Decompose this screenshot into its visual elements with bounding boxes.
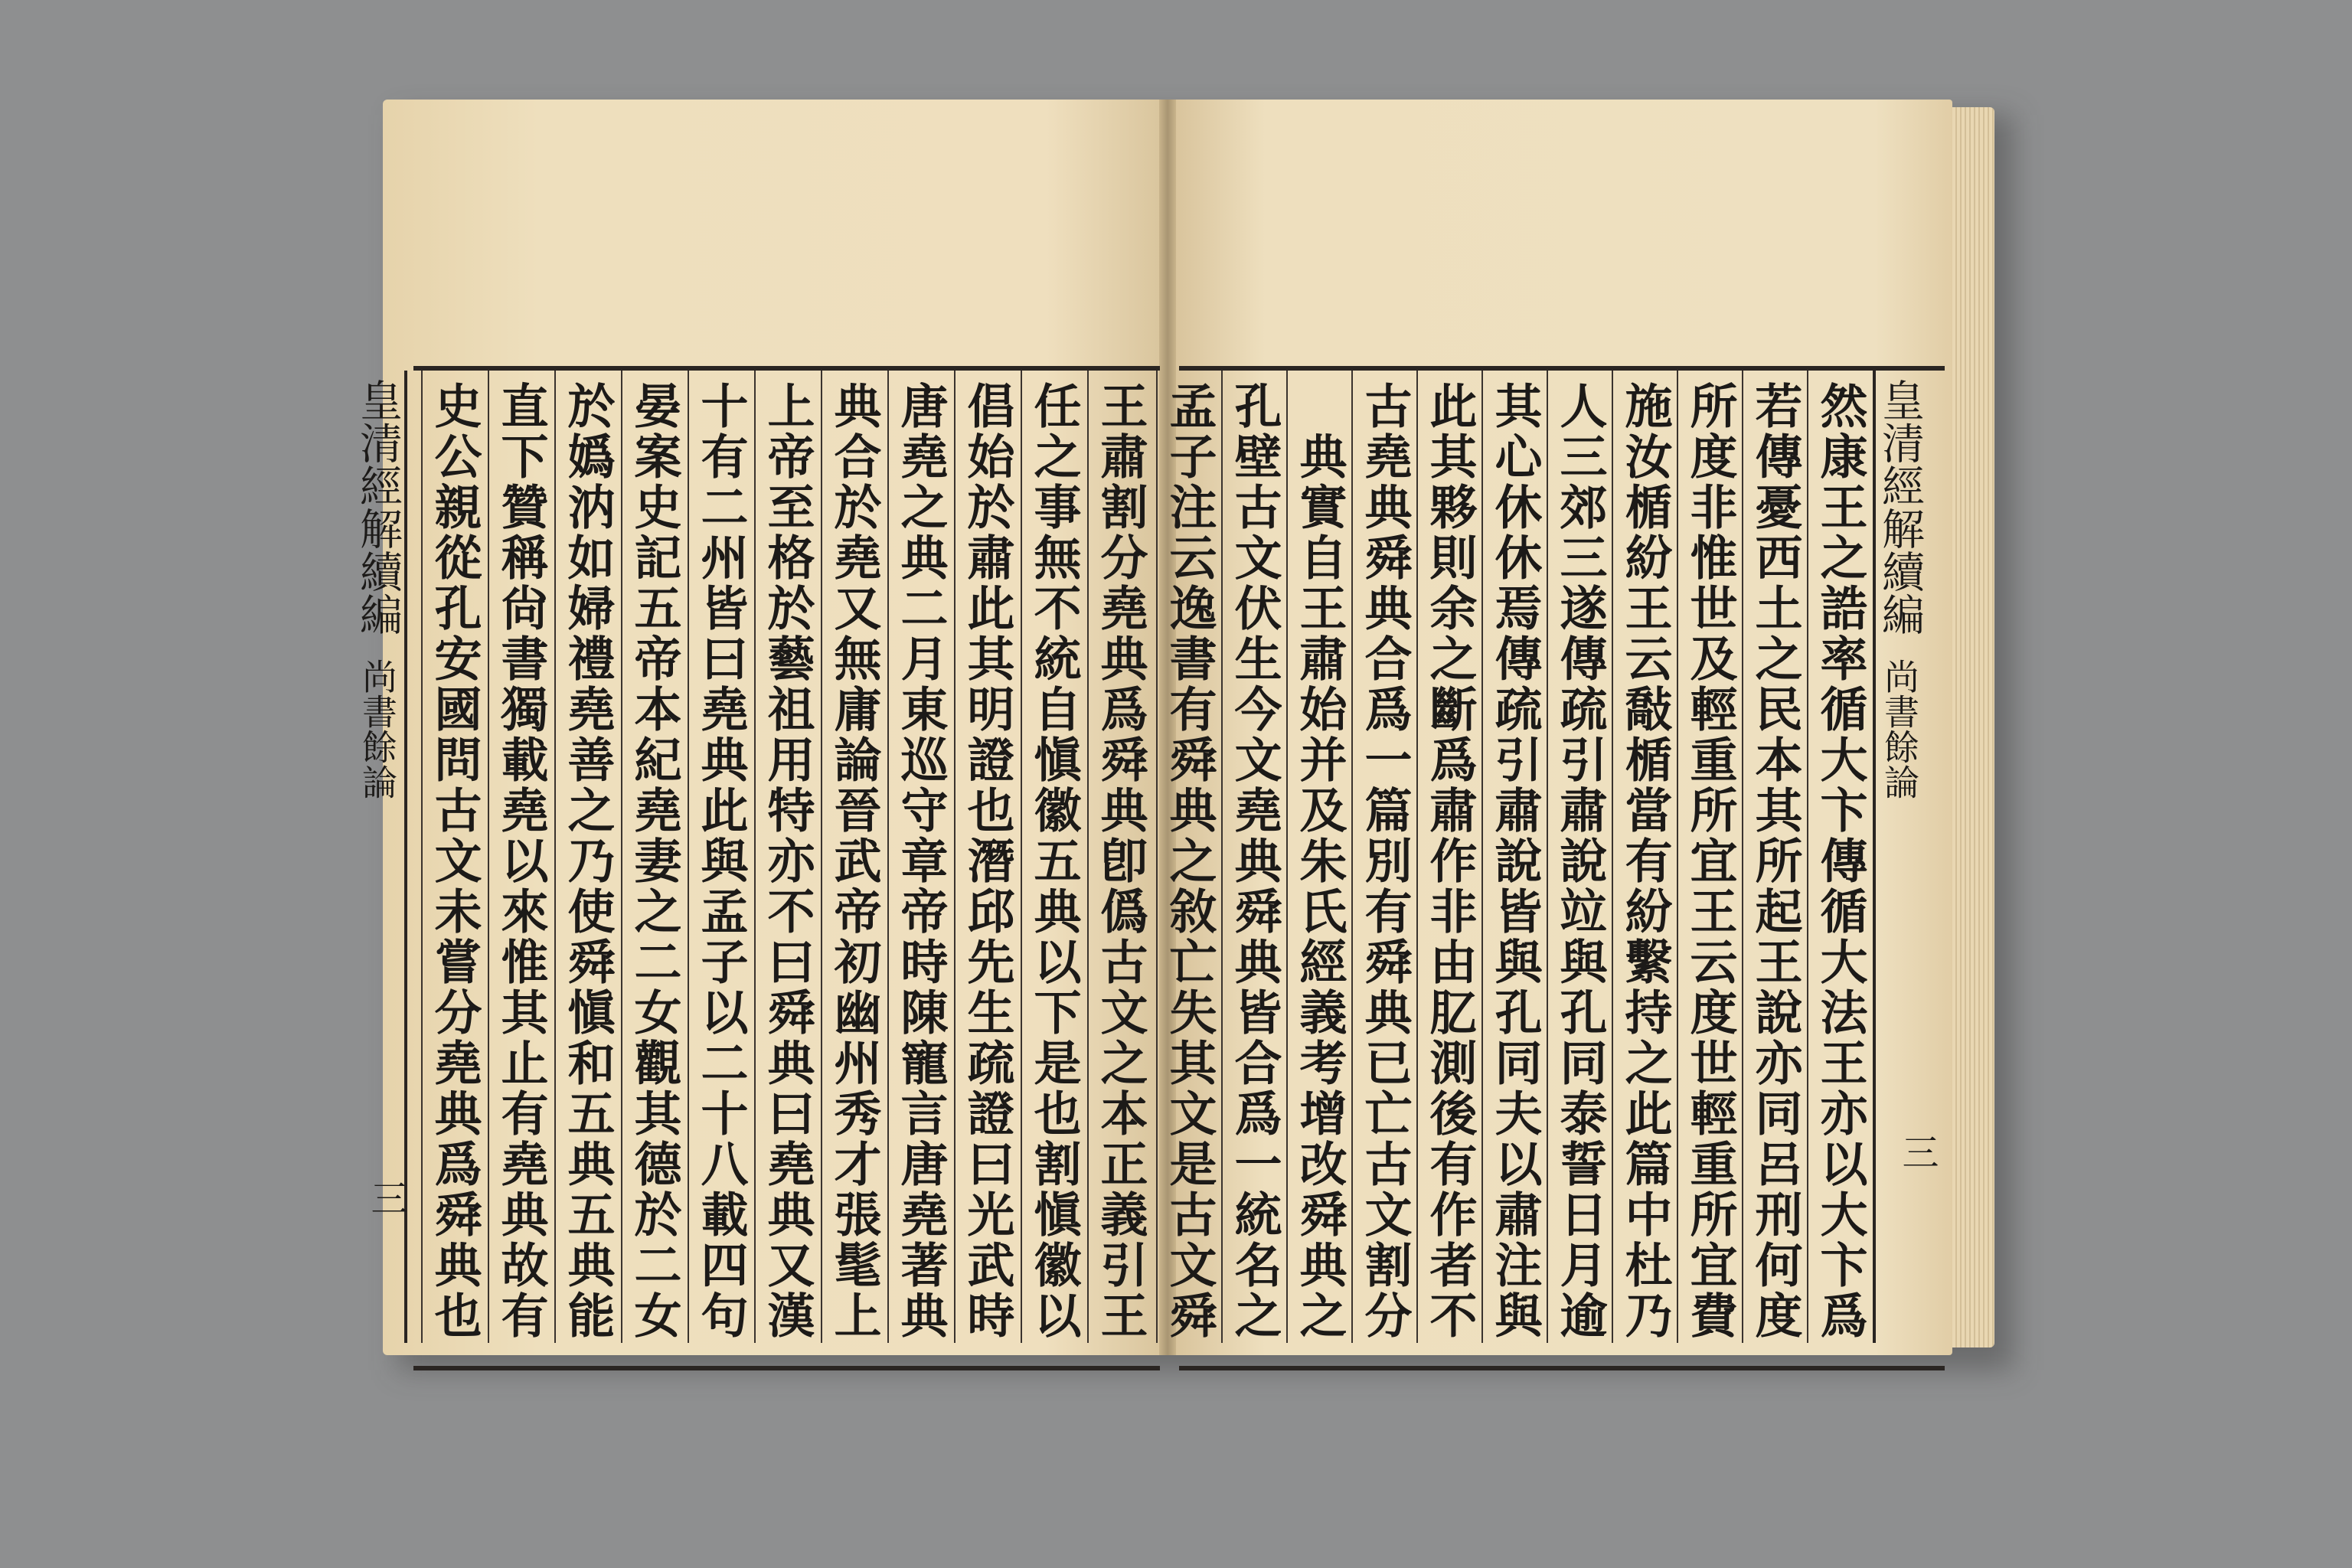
right-text-frame	[1161, 366, 1945, 1370]
left-column-9: 於嬀汭如婦禮堯善之乃使舜愼和五典五典能	[554, 371, 620, 1343]
right-margin-title	[1873, 371, 1926, 1343]
left-column-11: 史公親從孔安國問古文未嘗分堯典爲舜典也	[421, 371, 487, 1343]
right-column-10: 孔壁古文伏生今文堯典舜典皆合爲一統名之	[1221, 371, 1287, 1343]
left-column-6: 上帝至格於藝祖用特亦不曰舜典曰堯典又漢	[754, 371, 820, 1343]
left-column-1: 王肅割分堯典爲舜典卽僞古文之本正義引王	[1087, 371, 1153, 1343]
right-folio: 三	[1896, 1133, 1939, 1170]
right-column-7: 此其夥則余之斷爲肅作非由肊測後有作者不	[1416, 371, 1482, 1343]
right-column-11: 孟子注云逸書有舜典之敘亡失其文是古文舜	[1156, 371, 1222, 1343]
left-margin-book-title: 皇清經解續編	[353, 378, 403, 635]
right-column-5: 人三郊三遂傳疏引肅說竝與孔同泰誓日月逾	[1547, 371, 1612, 1343]
right-margin-book-title: 皇清經解續編	[1875, 378, 1925, 635]
left-folio: 三	[364, 1179, 407, 1216]
left-column-2: 任之事無不統自愼徽五典以下是也割愼徽以	[1021, 371, 1086, 1343]
left-column-3: 倡始於肅此其明證也潛邱先生疏證曰光武時	[954, 371, 1020, 1343]
right-column-9: 典實自王肅始并及朱氏經義考增改舜典之	[1286, 371, 1352, 1343]
right-column-8: 古堯典舜典合爲一篇別有舜典已亡古文割分	[1351, 371, 1417, 1343]
left-column-4: 唐堯之典二月東巡守章帝時陳寵言唐堯著典	[887, 371, 953, 1343]
left-column-5: 典合於堯又無庸論晉武帝初幽州秀才張髦上	[821, 371, 887, 1343]
right-column-4: 施汝楯紛王云敽楯當有紛繫持之此篇中杜乃	[1612, 371, 1677, 1343]
left-margin-section: 尚書餘論	[357, 658, 398, 799]
right-column-6: 其心休休焉傳疏引肅說皆與孔同夫以肅注與	[1481, 371, 1547, 1343]
page-edges	[1952, 107, 1994, 1348]
left-text-frame	[413, 366, 1160, 1370]
left-column-10: 直下贊稱尙書獨載堯以來惟其止有堯典故有	[488, 371, 554, 1343]
left-column-7: 十有二州皆曰堯典此與孟子以二十八載四句	[688, 371, 753, 1343]
left-column-8: 晏案史記五帝本紀堯妻之二女觀其德於二女	[621, 371, 687, 1343]
right-column-2: 若傳憂西土之民本其所起王說亦同呂刑何度	[1742, 371, 1808, 1343]
right-column-3: 所度非惟世及輕重所宜王云度世輕重所宜費	[1677, 371, 1743, 1343]
right-column-1: 然康王之誥率循大卞傳循大法王亦以大卞爲	[1807, 371, 1873, 1343]
right-margin-section: 尚書餘論	[1879, 658, 1920, 799]
